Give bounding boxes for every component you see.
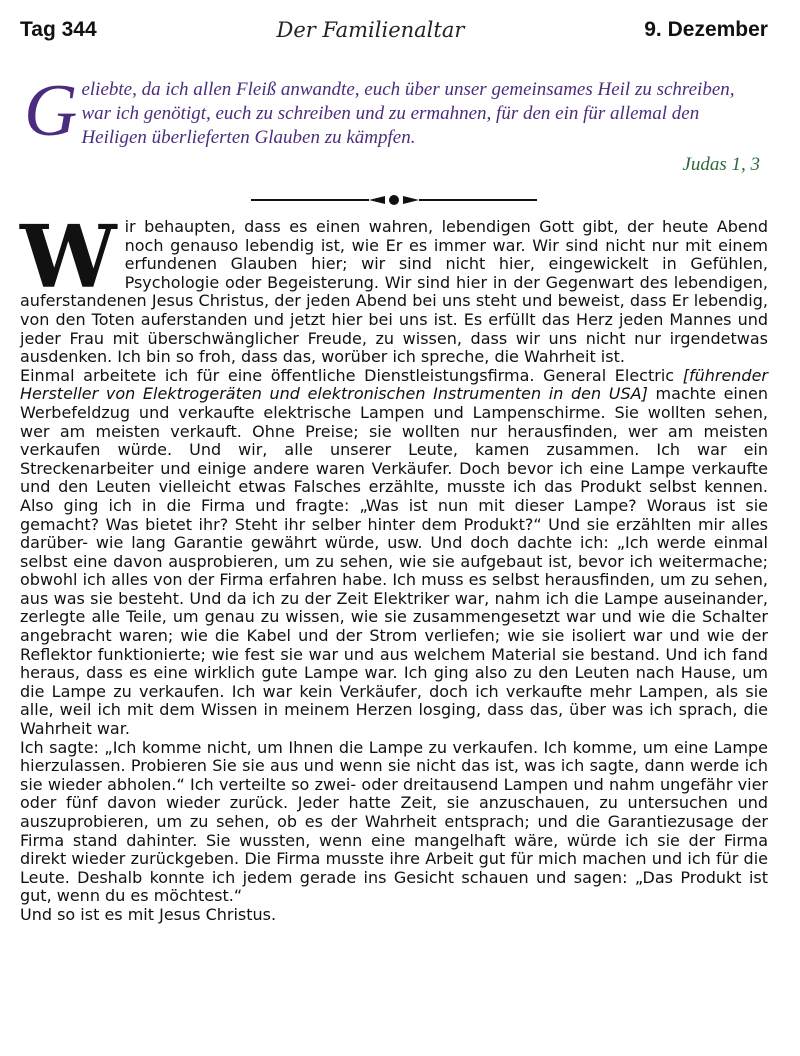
- verse-initial: G: [24, 70, 78, 152]
- verse-text: eliebte, da ich allen Fleiß anwandte, euch über unser gemeinsames Heil zu schreiben, war ich genötigt, euch zu schreiben und zu ermahnen, für den ein für allemal den Heiligen überlieferten Glauben zu kämpfen.: [81, 79, 735, 148]
- book-title: Der Familienaltar: [276, 18, 465, 42]
- paragraph-2: [20, 367, 768, 739]
- calendar-date: 9. Dezember: [644, 18, 768, 41]
- paragraph-2-text-b: machte einen Werbefeldzug und verkaufte elektrische Lampen und Lampenschirme. Sie wollten sehen, wer am meisten verkauft. Ohne Preise; sie wollten nur herausfinden, wer am meisten verkaufen würde. Und wir, alle unserer Leute, kamen zusammen. Ich war ein Streckenarbeiter und einige andere waren Verkäufer. Doch bevor ich eine Lampe verkaufte und den Leuten vielleicht etwas Falsches erzählte, musste ich das Produkt selbst kennen. Also ging ich in die Firma und fragte: „Was ist nun mit dieser Lampe? Woraus ist sie gemacht? Was bietet ihr? Steht ihr selber hinter dem Produkt?“ Und sie erzählten mir alles darüber- wie lang Garantie gewährt würde, usw. Und doch dachte ich: „Ich werde einmal selbst eine davon ausprobieren, um zu sehen, wie sie aufgebaut ist, bevor ich weitermache; obwohl ich alles von der Firma erfahren habe. Ich muss es selbst herausfinden, um zu sehen, aus was sie besteht. Und da ich zu der Zeit Elektriker war, nahm ich die Lampe auseinander, zerlegte alle Teile, um genau zu wissen, wie sie zusammengesetzt war und wie die Schalter angebracht waren; wie die Kabel und der Strom verliefen; wie sie isoliert war und wie der Reflektor funktionierte; wie fest sie war und aus welchem Material sie bestand. Und ich fand heraus, dass es eine wirklich gute Lampe war. Ich ging also zu den Leuten nach Hause, um die Lampe zu verkaufen. Ich war kein Verkäufer, doch ich verkaufte mehr Lampen, als sie alle, weil ich mit dem Wissen in meinem Herzen losging, dass das, über was ich sprach, die Wahrheit war.: [20, 384, 768, 739]
- paragraph-4: Und so ist es mit Jesus Christus.: [20, 904, 277, 924]
- paragraph-1-text: ir behaupten, dass es einen wahren, lebendigen Gott gibt, der heute Abend noch genauso lebendig ist, wie Er es immer war. Wir sind nicht nur mit einem erfundenen Glauben hier; wir sind nicht hier, eingewickelt in Gefühlen, Psychologie oder Begeisterung. Wir sind hier in der Gegenwart des lebendigen, auferstandenen Jesus Christus, der jeden Abend bei uns steht und beweist, dass Er lebendig, von den Toten auferstanden und jetzt hier bei uns ist. Es erfüllt das Herz jeden Mannes und jeder Frau mit überschwänglicher Freude, zu wissen, dass wir uns nicht nur irgendetwas ausdenken. Ich bin so froh, dass das, worüber ich spreche, die Wahrheit ist.: [20, 217, 768, 367]
- devotional-text: [20, 207, 768, 925]
- scripture-verse: [20, 70, 768, 176]
- editor-note: [führender Hersteller von Elektrogeräten und elektronischen Instrumenten in den USA]: [20, 365, 768, 404]
- day-number: Tag 344: [20, 18, 97, 41]
- verse-reference: Judas 1, 3: [682, 154, 760, 175]
- paragraph-3: Ich sagte: „Ich komme nicht, um Ihnen die Lampe zu verkaufen. Ich komme, um eine Lampe hierzulassen. Probieren Sie sie aus und wenn sie nicht das ist, was ich sagte, dann werde ich sie wieder abholen.“ Ich verteilte so zwei- oder dreitausend Lampen und nahm ungefähr vier oder fünf davon wieder zurück. Jeder hatte Zeit, sie anzuschauen, zu untersuchen und auszuprobieren, um zu sehen, ob es der Wahrheit entsprach; und die Garantiezusage der Firma stand dahinter. Sie wussten, wenn eine mangelhaft wäre, würde ich sie der Firma direkt wieder zurückgeben. Die Firma musste ihre Arbeit gut für mich machen und ich für die Leute. Deshalb konnte ich jedem gerade ins Gesicht schauen und sagen: „Das Produkt ist gut, wenn du es möchtest.“: [20, 737, 768, 906]
- drop-cap: W: [20, 207, 117, 308]
- paragraph-1: [20, 207, 768, 367]
- divider-ornament-icon: [249, 194, 539, 206]
- page-header: [20, 10, 768, 50]
- ornament-divider: [20, 194, 768, 206]
- paragraph-2-text-a: Einmal arbeitete ich für eine öffentliche Dienstleistungsfirma. General Electric: [20, 365, 683, 385]
